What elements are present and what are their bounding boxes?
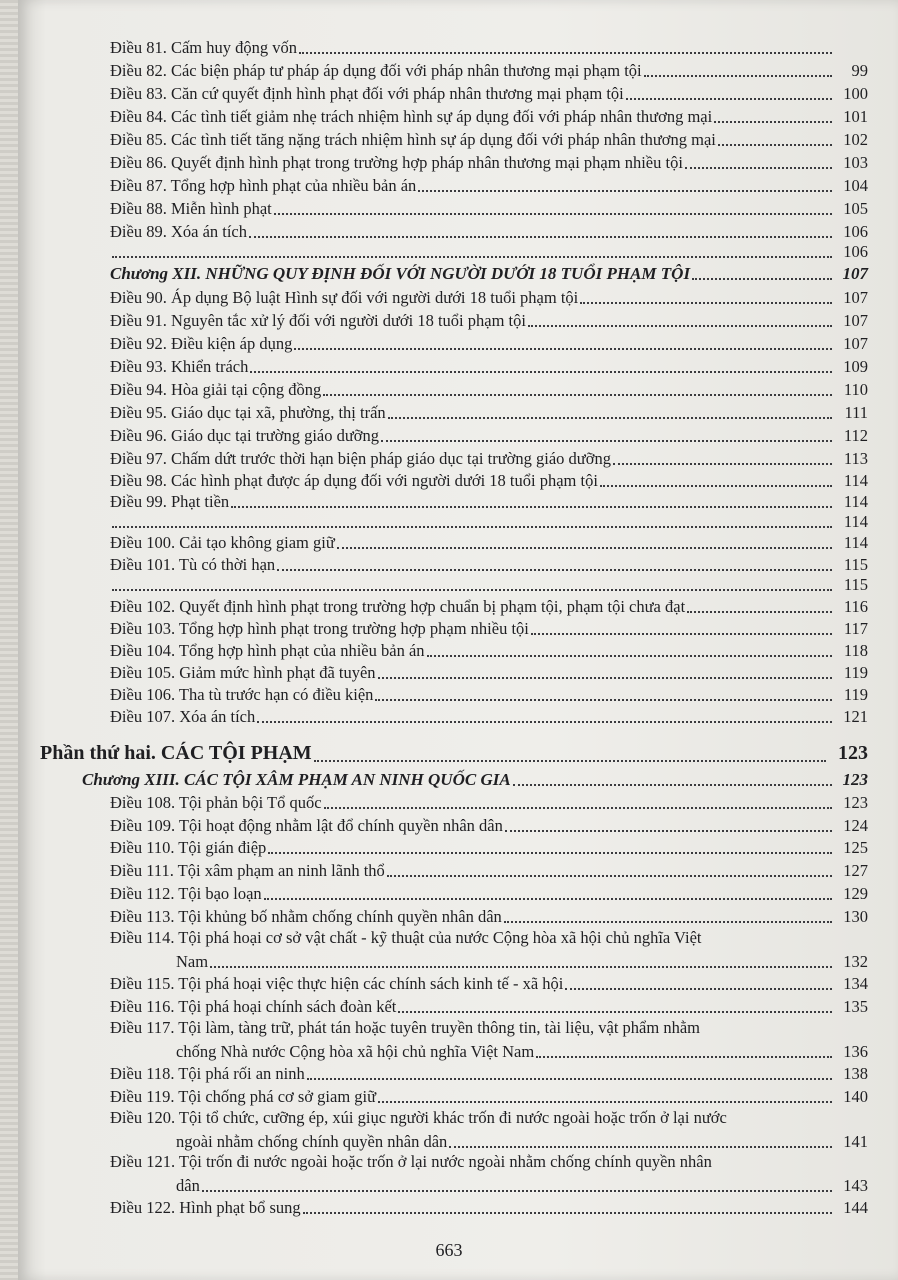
toc-entry-d103	[110, 617, 868, 639]
toc-entry-label: Điều 92. Điều kiện áp dụng	[110, 334, 293, 353]
toc-entry-d115	[110, 972, 868, 994]
toc-entry-d95	[110, 401, 868, 423]
toc-entry-label: Điều 91. Nguyên tắc xử lý đối với người dưới 18 tuổi phạm tội	[110, 311, 526, 330]
toc-entry-page: 102	[843, 130, 868, 149]
leader-dots	[513, 770, 832, 786]
leader-dots	[268, 838, 832, 854]
leader-dots	[387, 861, 832, 877]
toc-entry-blank3	[110, 573, 868, 595]
toc-entry-label: Điều 101. Tù có thời hạn	[110, 555, 276, 574]
toc-entry-continuation: ngoài nhằm chống chính quyền nhân dân	[176, 1132, 448, 1151]
toc-entry-page: 119	[843, 685, 868, 704]
leader-dots	[323, 380, 832, 396]
toc-entry-d85	[110, 128, 868, 150]
leader-dots	[299, 38, 832, 54]
toc-entry-d92	[110, 332, 868, 354]
toc-entry-page: 116	[843, 597, 868, 616]
toc-entry-page: 107	[843, 288, 868, 307]
toc-entry-continuation: chống Nhà nước Cộng hòa xã hội chủ nghĩa Việt Nam	[176, 1042, 535, 1061]
toc-entry-label: Điều 104. Tổng hợp hình phạt của nhiều bản án	[110, 641, 425, 660]
toc-entry-d118	[110, 1062, 868, 1084]
toc-entry-blank2	[110, 510, 868, 532]
toc-entry-label: Điều 118. Tội phá rối an ninh	[110, 1064, 305, 1083]
toc-entry-label: Điều 87. Tổng hợp hình phạt của nhiều bản án	[110, 176, 417, 195]
toc-entry-d104	[110, 639, 868, 661]
toc-entry-continuation: dân	[176, 1176, 200, 1195]
toc-entry-page: 135	[843, 997, 868, 1016]
toc-entry-d89	[110, 220, 868, 242]
toc-entry-d109	[110, 814, 868, 836]
toc-entry-page: 121	[843, 707, 868, 726]
toc-entry-label: Điều 113. Tội khủng bố nhằm chống chính quyền nhân dân	[110, 907, 502, 926]
toc-entry-d98	[110, 469, 868, 491]
toc-entry-page: 104	[843, 176, 868, 195]
toc-entry-d90	[110, 286, 868, 308]
toc-entry-label: Điều 95. Giáo dục tại xã, phường, thị trấn	[110, 403, 386, 422]
toc-entry-page: 136	[843, 1042, 868, 1061]
leader-dots	[324, 793, 832, 809]
toc-entry-d112	[110, 882, 868, 904]
toc-entry-ch13	[82, 768, 868, 790]
toc-entry-page: 118	[843, 641, 868, 660]
toc-entry-d86	[110, 151, 868, 173]
toc-entry-label: Điều 114. Tội phá hoại cơ sở vật chất - kỹ thuật của nước Cộng hòa xã hội chủ nghĩa Việt	[110, 928, 702, 947]
toc-entry-d91	[110, 309, 868, 331]
leader-dots	[303, 1198, 832, 1214]
toc-entry-label: Điều 98. Các hình phạt được áp dụng đối với người dưới 18 tuổi phạm tội	[110, 471, 598, 490]
leader-dots	[536, 1042, 832, 1058]
leader-dots	[613, 449, 832, 465]
leader-dots	[449, 1132, 832, 1148]
toc-entry-label: Điều 81. Cấm huy động vốn	[110, 38, 297, 57]
toc-entry-d113	[110, 905, 868, 927]
leader-dots	[418, 176, 832, 192]
page-number: 663	[435, 1240, 463, 1260]
toc-entry-d120	[110, 1108, 868, 1152]
toc-entry-label: Điều 86. Quyết định hình phạt trong trường hợp pháp nhân thương mại phạm nhiều tội	[110, 153, 683, 172]
toc-entry-page: 114	[843, 533, 868, 552]
toc-entry-page: 124	[843, 816, 868, 835]
leader-dots	[378, 663, 832, 679]
toc-entry-page: 127	[843, 861, 868, 880]
toc-entry-d83	[110, 82, 868, 104]
toc-entry-blank1	[110, 240, 868, 262]
leader-dots	[381, 426, 832, 442]
toc-entry-label: Điều 100. Cải tạo không giam giữ	[110, 533, 335, 552]
toc-entry-page: 112	[843, 426, 868, 445]
toc-entry-page: 105	[843, 199, 868, 218]
toc-entry-label: Điều 90. Áp dụng Bộ luật Hình sự đối với người dưới 18 tuổi phạm tội	[110, 288, 579, 307]
leader-dots	[528, 311, 832, 327]
toc-entry-d116	[110, 995, 868, 1017]
leader-dots	[580, 288, 832, 304]
toc-entry-page: 123	[838, 742, 868, 764]
toc-entry-page: 113	[843, 449, 868, 468]
toc-entry-label: Điều 122. Hình phạt bổ sung	[110, 1198, 301, 1217]
toc-entry-label: Điều 119. Tội chống phá cơ sở giam giữ	[110, 1087, 377, 1106]
toc-entry-d101	[110, 553, 868, 575]
toc-entry-page: 106	[843, 222, 868, 241]
leader-dots	[314, 742, 826, 762]
toc-entry-label: Điều 107. Xóa án tích	[110, 707, 256, 726]
toc-entry-page: 114	[843, 492, 868, 511]
toc-entry-page: 99	[851, 61, 868, 80]
toc-entry-label: Điều 103. Tổng hợp hình phạt trong trường hợp phạm nhiều tội	[110, 619, 529, 638]
toc-entry-label: Điều 117. Tội làm, tàng trữ, phát tán hoặc tuyên truyền thông tin, tài liệu, vật phẩm nhằm	[110, 1018, 700, 1037]
toc-entry-part2	[40, 738, 868, 766]
leader-dots	[274, 199, 832, 215]
leader-dots	[337, 533, 832, 549]
toc-entry-page: 143	[843, 1176, 868, 1195]
toc-entry-page: 110	[843, 380, 868, 399]
toc-entry-label: Điều 99. Phạt tiền	[110, 492, 230, 511]
toc-entry-label: Điều 110. Tội gián điệp	[110, 838, 267, 857]
toc-entry-page: 106	[843, 242, 868, 261]
leader-dots	[714, 107, 832, 123]
leader-dots	[531, 619, 832, 635]
toc-entry-label: Điều 82. Các biện pháp tư pháp áp dụng đối với pháp nhân thương mại phạm tội	[110, 61, 642, 80]
toc-entry-continuation: Nam	[176, 952, 209, 971]
toc-entry-page: 134	[843, 974, 868, 993]
toc-entry-d82	[110, 59, 868, 81]
toc-entry-label: Điều 84. Các tình tiết giảm nhẹ trách nhiệm hình sự áp dụng đối với pháp nhân thương mại	[110, 107, 713, 126]
toc-entry-d107	[110, 705, 868, 727]
toc-entry-d97	[110, 447, 868, 469]
toc-entry-d81	[110, 36, 868, 58]
toc-entry-label: Điều 85. Các tình tiết tăng nặng trách nhiệm hình sự áp dụng đối với pháp nhân thương mại	[110, 130, 716, 149]
toc-entry-d119	[110, 1085, 868, 1107]
toc-entry-d87	[110, 174, 868, 196]
leader-dots	[112, 242, 832, 258]
toc-entry-label: Điều 112. Tội bạo loạn	[110, 884, 262, 903]
toc-entry-page: 140	[843, 1087, 868, 1106]
leader-dots	[231, 492, 832, 508]
leader-dots	[307, 1064, 832, 1080]
toc-entry-d122	[110, 1196, 868, 1218]
toc-entry-page: 114	[843, 471, 868, 490]
leader-dots	[388, 403, 832, 419]
toc-entry-page: 109	[843, 357, 868, 376]
leader-dots	[504, 907, 832, 923]
leader-dots	[294, 334, 832, 350]
toc-entry-d108	[110, 791, 868, 813]
toc-entry-ch12	[110, 262, 868, 284]
leader-dots	[626, 84, 832, 100]
toc-entry-d117	[110, 1018, 868, 1062]
toc-entry-page: 138	[843, 1064, 868, 1083]
toc-entry-page: 115	[843, 555, 868, 574]
toc-entry-page: 111	[844, 403, 868, 422]
leader-dots	[687, 597, 832, 613]
toc-entry-d88	[110, 197, 868, 219]
toc-entry-label: Điều 105. Giảm mức hình phạt đã tuyên	[110, 663, 376, 682]
leader-dots	[378, 1087, 832, 1103]
toc-entry-page: 101	[843, 107, 868, 126]
leader-dots	[427, 641, 832, 657]
leader-dots	[692, 264, 832, 280]
toc-entry-d110	[110, 836, 868, 858]
leader-dots	[718, 130, 832, 146]
toc-entry-label: Điều 88. Miễn hình phạt	[110, 199, 272, 218]
leader-dots	[565, 974, 832, 990]
toc-entry-label: Điều 83. Căn cứ quyết định hình phạt đối với pháp nhân thương mại phạm tội	[110, 84, 624, 103]
toc-entry-page: 123	[842, 770, 868, 789]
leader-dots	[250, 357, 832, 373]
toc-entry-label: Điều 121. Tội trốn đi nước ngoài hoặc trốn ở lại nước ngoài nhằm chống chính quyền nhân	[110, 1152, 712, 1171]
leader-dots	[210, 952, 832, 968]
leader-dots	[257, 707, 832, 723]
toc-entry-page: 100	[843, 84, 868, 103]
toc-entry-page: 115	[843, 575, 868, 594]
toc-entry-d111	[110, 859, 868, 881]
toc-entry-page: 103	[843, 153, 868, 172]
toc-entry-label: Điều 108. Tội phản bội Tổ quốc	[110, 793, 322, 812]
toc-entry-label: Điều 93. Khiển trách	[110, 357, 249, 376]
toc-entry-label: Điều 115. Tội phá hoại việc thực hiện các chính sách kinh tế - xã hội	[110, 974, 564, 993]
toc-entry-label: Điều 89. Xóa án tích	[110, 222, 248, 241]
toc-entry-page: 107	[843, 311, 868, 330]
toc-entry-d114	[110, 928, 868, 972]
toc-entry-d94	[110, 378, 868, 400]
toc-entry-label: Điều 116. Tội phá hoại chính sách đoàn kết	[110, 997, 397, 1016]
leader-dots	[644, 61, 832, 77]
toc-entry-label: Điều 102. Quyết định hình phạt trong trường hợp chuẩn bị phạm tội, phạm tội chưa đạt	[110, 597, 686, 616]
toc-entry-page: 107	[842, 264, 868, 283]
toc-entry-label: Điều 111. Tội xâm phạm an ninh lãnh thổ	[110, 861, 385, 880]
leader-dots	[264, 884, 832, 900]
toc-entry-d99	[110, 490, 868, 512]
leader-dots	[600, 471, 832, 487]
toc-entry-label: Điều 96. Giáo dục tại trường giáo dưỡng	[110, 426, 380, 445]
leader-dots	[505, 816, 832, 832]
toc-entry-page: 129	[843, 884, 868, 903]
toc-entry-d84	[110, 105, 868, 127]
toc-entry-label: Điều 120. Tội tổ chức, cưỡng ép, xúi giục người khác trốn đi nước ngoài hoặc trốn ở lại nước	[110, 1108, 727, 1127]
toc-entry-page: 114	[843, 512, 868, 531]
toc-entry-label: Phần thứ hai. CÁC TỘI PHẠM	[40, 742, 312, 764]
toc-entry-label: Chương XIII. CÁC TỘI XÂM PHẠM AN NINH QUỐC GIA	[82, 770, 511, 789]
leader-dots	[398, 997, 832, 1013]
toc-entry-label: Điều 106. Tha tù trước hạn có điều kiện	[110, 685, 374, 704]
toc-entry-d100	[110, 531, 868, 553]
toc-entry-page: 107	[843, 334, 868, 353]
leader-dots	[112, 575, 832, 591]
toc-entry-page: 132	[843, 952, 868, 971]
leader-dots	[277, 555, 832, 571]
toc-entry-label: Điều 94. Hòa giải tại cộng đồng	[110, 380, 322, 399]
toc-entry-page: 123	[843, 793, 868, 812]
toc-entry-label: Chương XII. NHỮNG QUY ĐỊNH ĐỐI VỚI NGƯỜI DƯỚI 18 TUỔI PHẠM TỘI	[110, 264, 691, 283]
leader-dots	[112, 512, 832, 528]
leader-dots	[249, 222, 832, 238]
toc-entry-page: 144	[843, 1198, 868, 1217]
toc-entry-page: 125	[843, 838, 868, 857]
toc-entry-page: 130	[843, 907, 868, 926]
leader-dots	[685, 153, 832, 169]
toc-entry-page: 141	[843, 1132, 868, 1151]
toc-entry-label: Điều 109. Tội hoạt động nhằm lật đổ chính quyền nhân dân	[110, 816, 503, 835]
toc-entry-d105	[110, 661, 868, 683]
toc-entry-d102	[110, 595, 868, 617]
toc-entry-d93	[110, 355, 868, 377]
leader-dots	[375, 685, 832, 701]
toc-entry-label: Điều 97. Chấm dứt trước thời hạn biện pháp giáo dục tại trường giáo dưỡng	[110, 449, 611, 468]
toc-entry-d96	[110, 424, 868, 446]
toc-entry-d121	[110, 1152, 868, 1196]
page-edge	[0, 0, 18, 1280]
leader-dots	[202, 1176, 832, 1192]
toc-entry-d106	[110, 683, 868, 705]
toc-entry-page: 119	[843, 663, 868, 682]
toc-entry-page: 117	[843, 619, 868, 638]
